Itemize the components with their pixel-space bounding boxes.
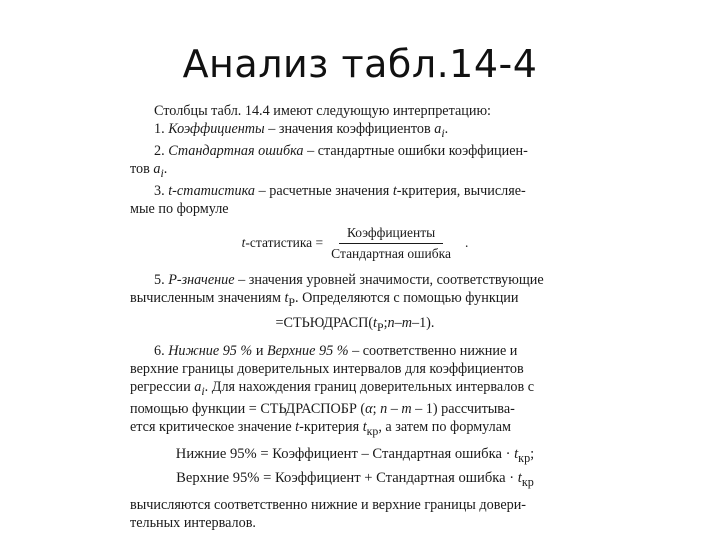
item-6-line2: верхние границы доверительных интервалов для коэффициентов <box>130 361 524 378</box>
formula-denominator: Стандартная ошибка <box>331 245 451 261</box>
item-2: 2. Стандартная ошибка – стандартные ошибки коэффициен- <box>154 142 528 159</box>
item-2-cont: тов $a_i$. <box>130 160 168 180</box>
item-6-line4: помощью функции = СТЬДРАСПОБР (α; n – m – 1) рассчитыва- <box>130 401 515 418</box>
closing-line-1: вычисляются соответственно нижние и верхние границы довери- <box>130 496 527 513</box>
lower-bound-equation: Нижние 95% = Коэффициент – Стандартная ошибка · $t_{кр}$; <box>175 445 535 465</box>
slide-title: Анализ табл.14-4 <box>182 42 538 86</box>
scanned-text-block <box>130 102 580 532</box>
studrasp-formula: $=СТЬЮДРАСП(t_P;n-m-1)$. <box>275 315 435 335</box>
upper-bound-equation: Верхние 95% = Коэффициент + Стандартная ошибка · $t_{кр}$ <box>176 469 534 489</box>
item-1: 1. Коэффициенты – значения коэффициентов $a_i$. <box>154 121 449 140</box>
item-6: 6. Нижние 95 % и Верхние 95 % – соответственно нижние и <box>154 343 518 360</box>
item-5: 5. P-значение – значения уровней значимости, соответствующие <box>154 271 544 288</box>
item-6-line5: ется критическое значение t-критерия $t_{кр}$, а затем по формулам <box>130 419 512 438</box>
item-5-cont: вычисленным значениям $t_P$. Определяются с помощью функции <box>130 289 519 309</box>
item-6-line3: регрессии $a_i$. Для нахождения границ доверительных интервалов с <box>130 379 535 399</box>
t-statistic-formula: t-статистика = $\frac{\text{Коэффициенты}}{\text{Стандартная ошибка}}$ . <box>241 224 469 261</box>
item-3: 3. t-статистика – расчетные значения t-критерия, вычисляе- <box>154 182 526 199</box>
item-3-cont: мые по формуле <box>130 200 229 217</box>
formula-numerator: Коэффициенты <box>339 224 443 244</box>
intro-line: Столбцы табл. 14.4 имеют следующую интерпретацию: <box>154 103 491 119</box>
closing-line-2: тельных интервалов. <box>130 514 256 531</box>
